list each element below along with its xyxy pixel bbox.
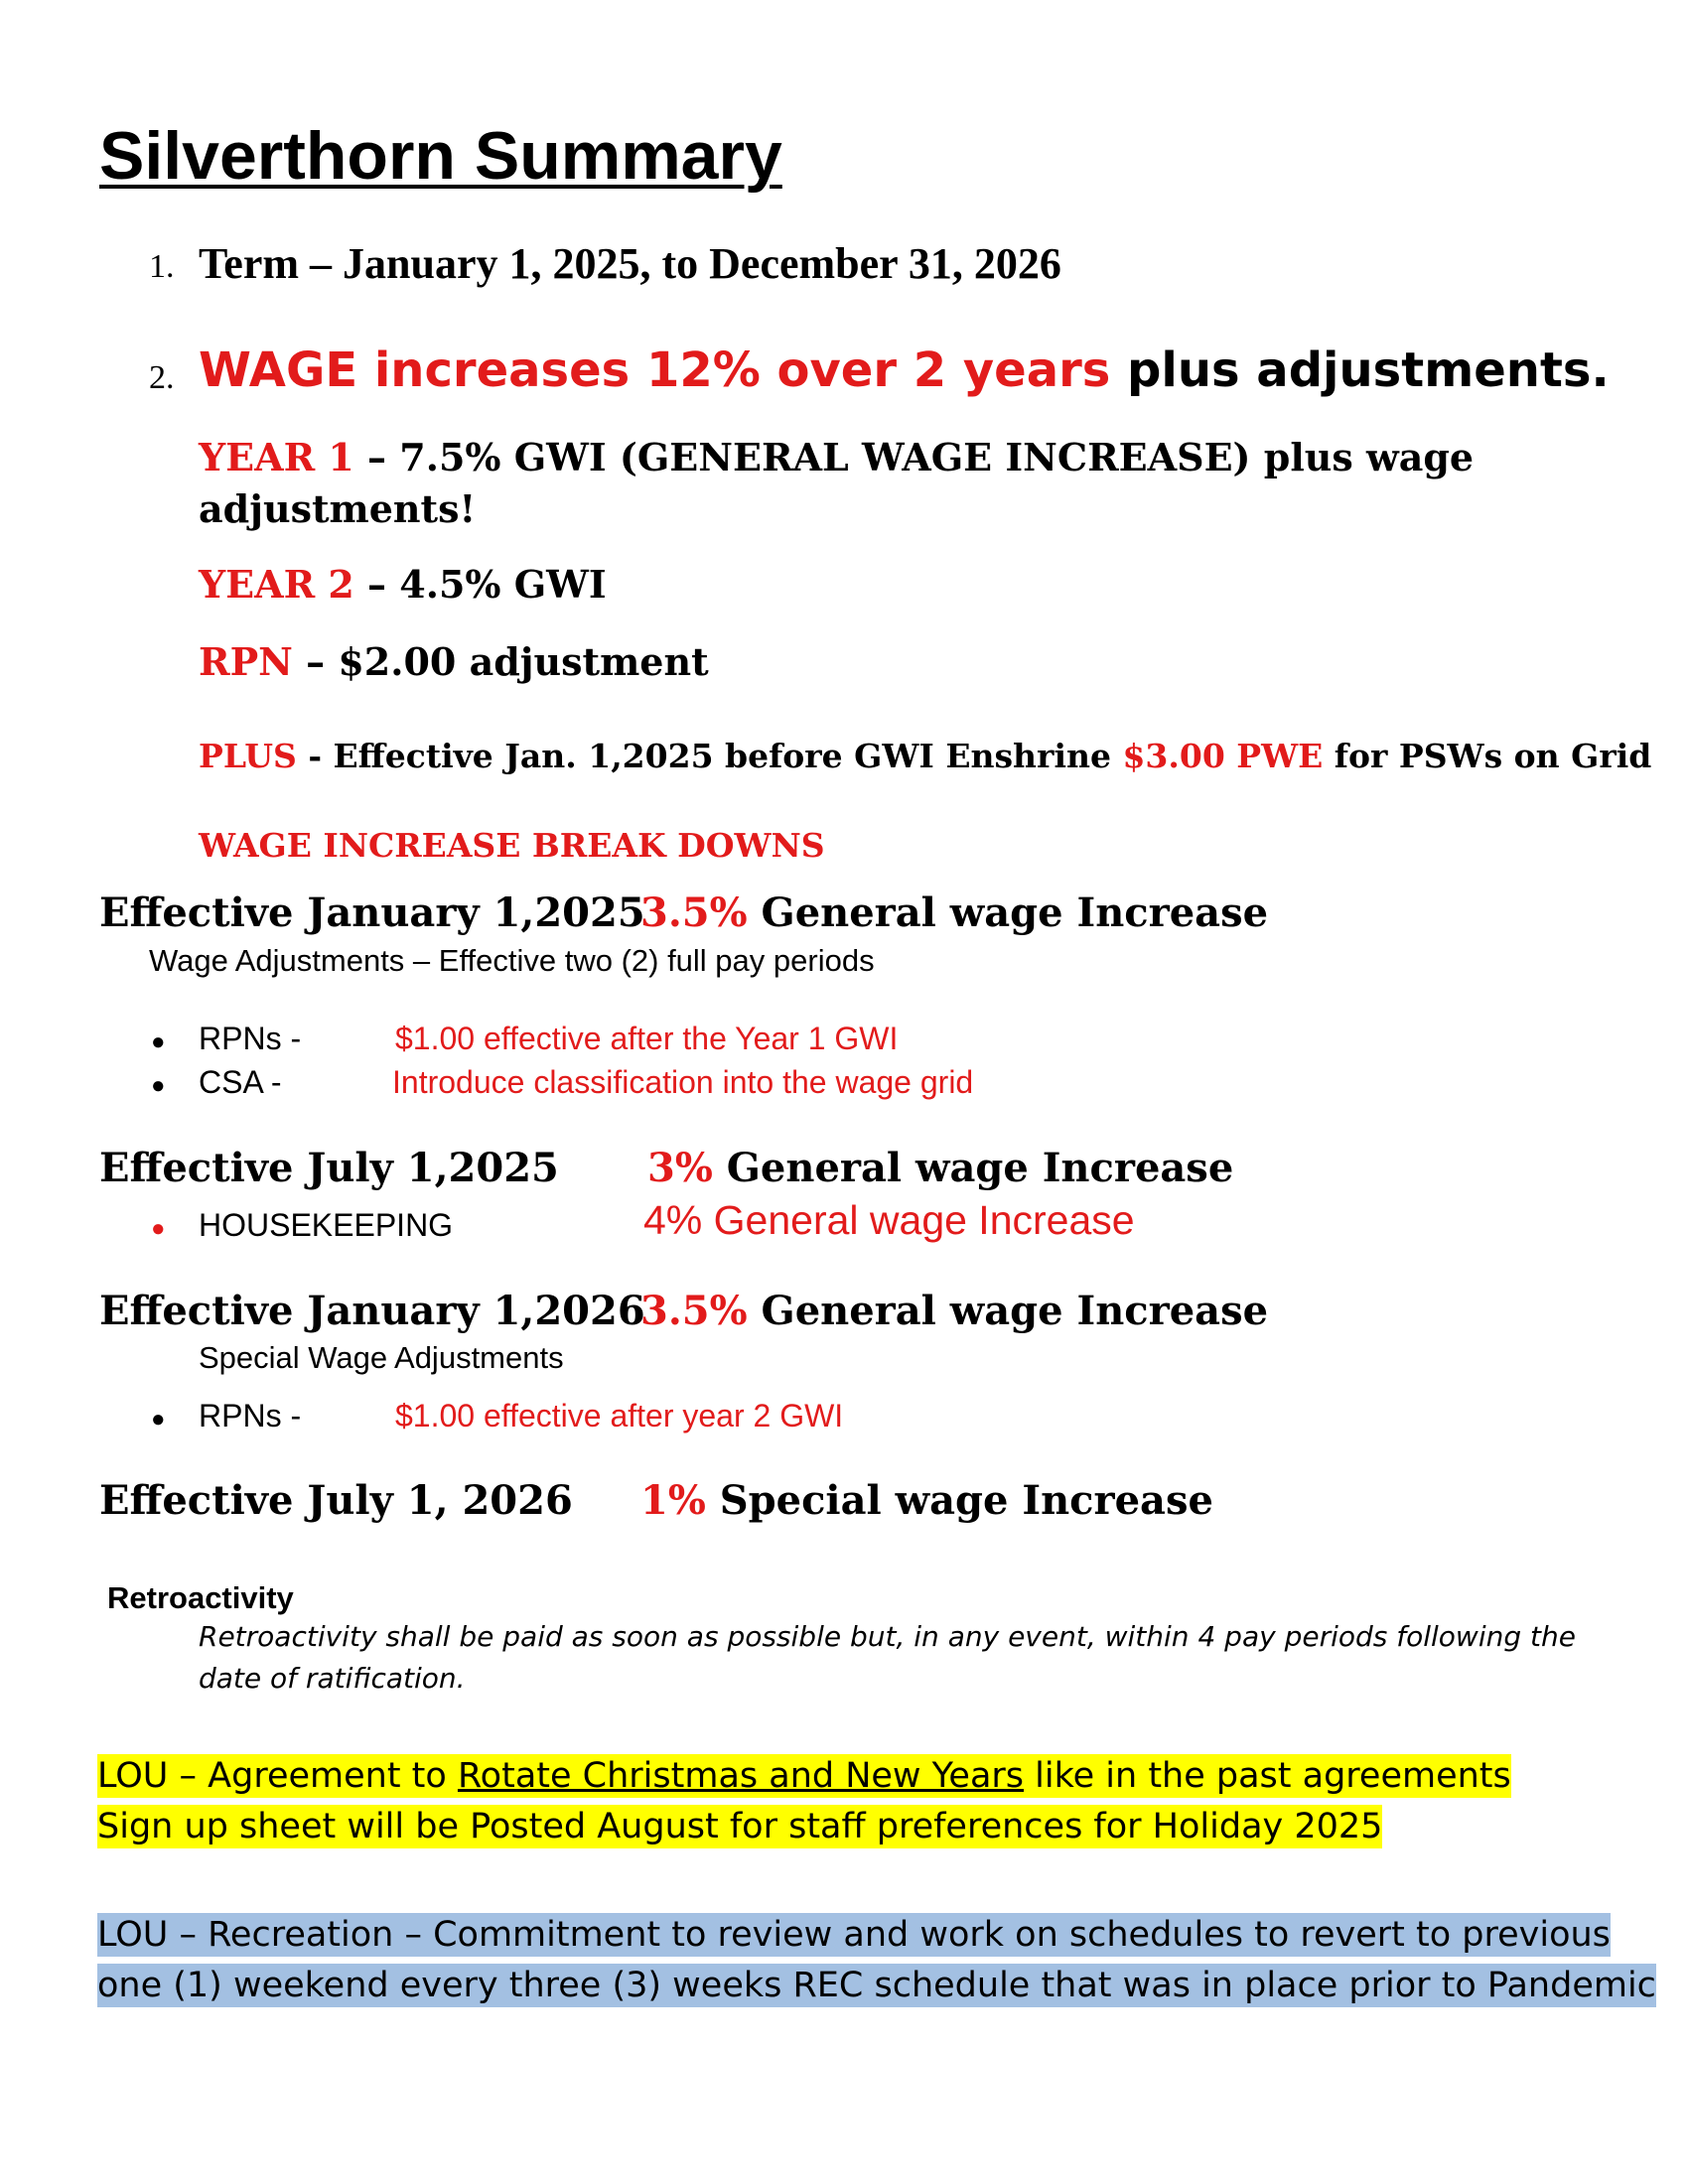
- eff3-bullet-value: $1.00 effective after year 2 GWI: [395, 1398, 844, 1433]
- lou1-line2: Sign up sheet will be Posted August for staff preferences for Holiday 2025: [97, 1807, 1383, 1846]
- year1-line: [199, 435, 1474, 479]
- eff2-text: General wage Increase: [712, 1145, 1234, 1191]
- wage-heading-black: plus adjustments.: [1110, 342, 1610, 398]
- lou-holiday-line2: [97, 1802, 1382, 1852]
- plus-text2: for PSWs on Grid: [1323, 737, 1652, 775]
- rpn-label: RPN: [199, 639, 293, 684]
- list-number-2: 2.: [149, 359, 175, 396]
- eff3-increase: [640, 1288, 1268, 1334]
- lou1-pre: LOU – Agreement to: [97, 1756, 458, 1796]
- eff2-date: Effective July 1,2025: [99, 1145, 559, 1191]
- wage-heading: [199, 342, 1610, 398]
- year1-text: – 7.5% GWI (GENERAL WAGE INCREASE) plus wage: [353, 435, 1475, 479]
- eff2-bullet-value: 4% General wage Increase: [643, 1197, 1135, 1243]
- eff1-increase: [640, 889, 1268, 936]
- eff1-text: General wage Increase: [747, 889, 1269, 936]
- eff3-pct: 3.5%: [640, 1288, 748, 1334]
- breakdown-heading: WAGE INCREASE BREAK DOWNS: [199, 826, 825, 865]
- eff4-pct: 1%: [640, 1477, 706, 1524]
- retroactivity-heading: Retroactivity: [107, 1580, 294, 1615]
- eff1-pct: 3.5%: [640, 889, 748, 936]
- eff1-bullet1-value: $1.00 effective after the Year 1 GWI: [395, 1021, 899, 1056]
- year1-label: YEAR 1: [199, 435, 354, 479]
- eff2-bullet-label: HOUSEKEEPING: [199, 1207, 454, 1243]
- lou2-line2: one (1) weekend every three (3) weeks REC schedule that was in place prior to Pandemic: [97, 1966, 1656, 2005]
- year2-text: – 4.5% GWI: [353, 562, 607, 607]
- list-number-1: 1.: [149, 248, 175, 285]
- plus-line: [199, 737, 1651, 775]
- plus-pwe: $3.00 PWE: [1122, 737, 1324, 775]
- lou-holiday-line1: [97, 1751, 1511, 1802]
- bullet-icon: ●: [151, 1215, 166, 1242]
- year1-line2: adjustments!: [199, 486, 477, 531]
- term-dates: – January 1, 2025, to December 31, 2026: [299, 239, 1061, 288]
- eff3-date: Effective January 1,2026: [99, 1288, 645, 1334]
- bullet-icon: ●: [151, 1072, 166, 1099]
- plus-label: PLUS: [199, 737, 297, 775]
- bullet-icon: ●: [151, 1028, 166, 1055]
- eff1-bullet2-label: CSA -: [199, 1064, 282, 1100]
- eff3-bullet-label: RPNs -: [199, 1398, 302, 1433]
- lou2-line1: LOU – Recreation – Commitment to review and work on schedules to revert to previous: [97, 1915, 1611, 1955]
- plus-text1: - Effective Jan. 1,2025 before GWI Enshrine: [296, 737, 1123, 775]
- eff2-increase: [647, 1145, 1233, 1191]
- eff4-increase: [640, 1477, 1213, 1524]
- eff4-date: Effective July 1, 2026: [99, 1477, 573, 1524]
- term-label: Term: [199, 239, 300, 288]
- eff1-bullet1-label: RPNs -: [199, 1021, 302, 1056]
- eff1-date: Effective January 1,2025: [99, 889, 645, 936]
- lou1-post: like in the past agreements: [1024, 1756, 1511, 1796]
- eff3-text: General wage Increase: [747, 1288, 1269, 1334]
- page-title: Silverthorn Summary: [99, 118, 782, 194]
- lou-recreation-line1: [97, 1910, 1611, 1961]
- rpn-text: – $2.00 adjustment: [292, 639, 709, 684]
- eff1-bullet2-value: Introduce classification into the wage grid: [392, 1064, 974, 1100]
- eff3-sub: Special Wage Adjustments: [199, 1340, 564, 1375]
- eff1-sub: Wage Adjustments – Effective two (2) full pay periods: [149, 943, 875, 978]
- rpn-line: [199, 639, 709, 684]
- lou1-underlined: Rotate Christmas and New Years: [457, 1756, 1025, 1796]
- eff2-pct: 3%: [647, 1145, 713, 1191]
- year2-line: [199, 562, 607, 607]
- year2-label: YEAR 2: [199, 562, 354, 607]
- wage-heading-red: WAGE increases 12% over 2 years: [199, 342, 1111, 398]
- retroactivity-body: Retroactivity shall be paid as soon as possible but, in any event, within 4 pay periods following the date of ratification.: [199, 1620, 1576, 1695]
- term-line: [199, 238, 1061, 289]
- lou-recreation-line2: [97, 1961, 1656, 2011]
- eff4-text: Special wage Increase: [705, 1477, 1213, 1524]
- bullet-icon: ●: [151, 1406, 166, 1433]
